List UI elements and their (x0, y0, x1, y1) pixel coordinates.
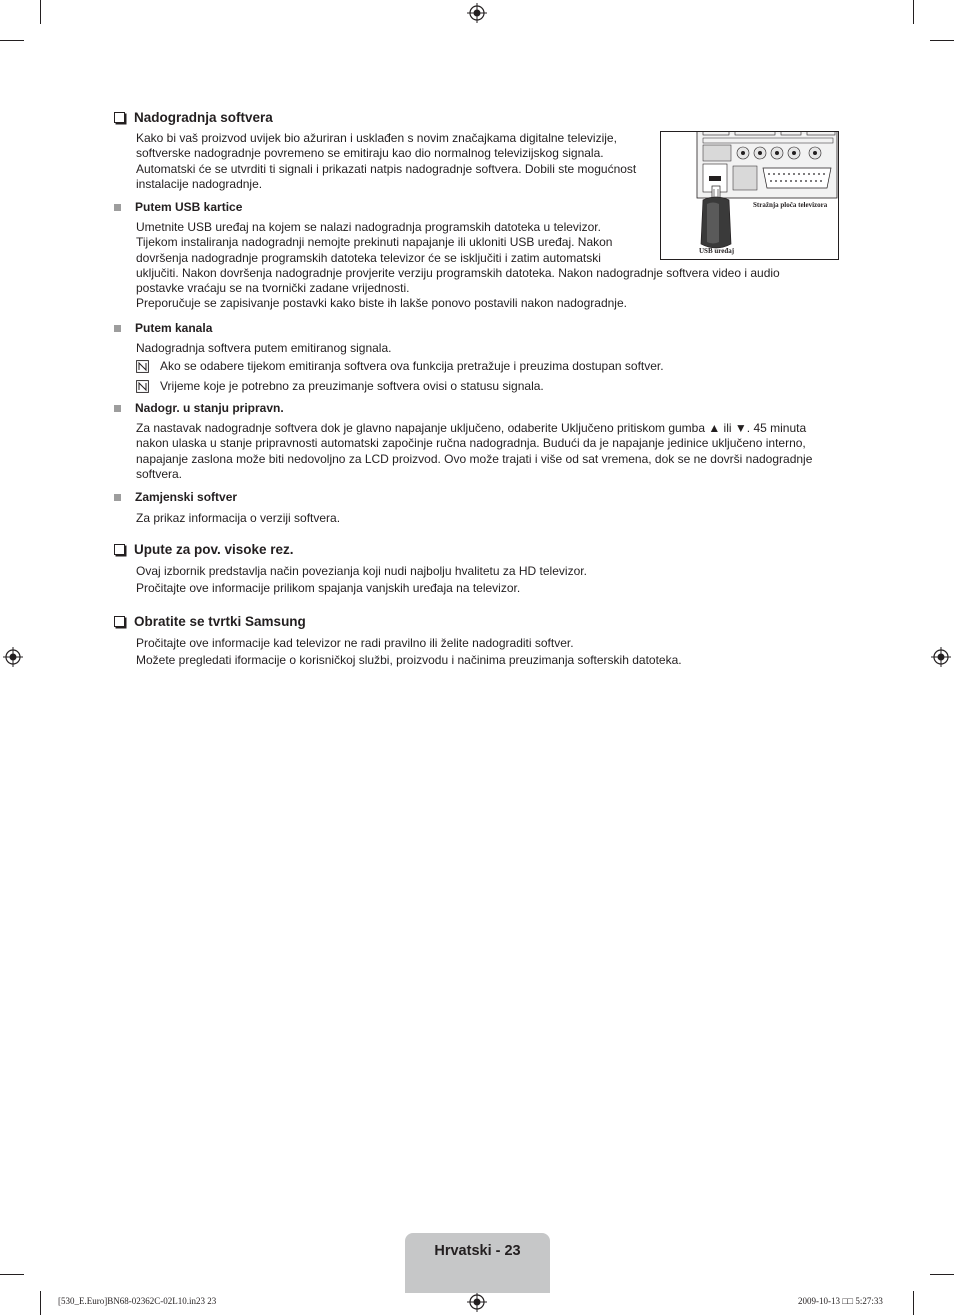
text-line: Kako bi vaš proizvod uvijek bio ažuriran i usklađen s novim značajkama digitalne televizije, (136, 131, 617, 145)
text-line: postavke vraćaju se na tvornički zadane vrijednosti. (136, 281, 410, 296)
intro-paragraph (136, 131, 636, 192)
text-line: Za nastavak nadogradnje softvera dok je glavno napajanje uključeno, odaberite Uključeno pritiskom gumba ▲ ili ▼. 45 minuta (136, 421, 807, 435)
hd-guide-paragraph (136, 564, 587, 597)
usb-paragraph (136, 220, 780, 312)
text-line: nakon ulaska u stanje pripravnosti automatski započinje ručna nadogradnja. Budući da je napajanje jedinice uključeno interno, (136, 436, 806, 451)
checkbox-bullet-icon (114, 544, 125, 555)
channel-paragraph (136, 341, 391, 356)
subsection-title-standby (114, 401, 284, 415)
text-line: Automatski će se utvrditi ti signali i prikazati natpis nadogradnje softvera. Dobili ste mogućnost (136, 161, 637, 176)
crop-mark (930, 40, 954, 41)
note-icon (136, 380, 149, 393)
text-line: softvera. (136, 466, 183, 481)
contact-paragraph (136, 636, 682, 669)
section-title-hd-guide (114, 542, 294, 557)
text-line: Za prikaz informacija o verziji softvera. (136, 511, 341, 525)
text-line: Možete pregledati iformacije o korisničkoj službi, proizvodu i načinima preuzimanja softerskih datoteka. (136, 653, 682, 668)
registration-mark-icon (467, 1292, 487, 1312)
crop-mark (930, 1274, 954, 1275)
text-line: Pročitajte ove informacije kad televizor ne radi pravilno ili želite nadograditi softver. (136, 636, 574, 650)
page-number: Hrvatski - 23 (434, 1243, 521, 1259)
subsection-title-text: Zamjenski softver (135, 490, 238, 504)
page-number-tab (405, 1233, 550, 1293)
standby-paragraph (136, 421, 812, 482)
section-title-text: Nadogradnja softvera (134, 110, 273, 125)
square-bullet-icon (114, 204, 121, 211)
note-text: Ako se odabere tijekom emitiranja softvera ova funkcija pretražuje i preuzima dostupan softver. (160, 359, 664, 373)
alternative-paragraph (136, 511, 340, 526)
text-line: Tijekom instaliranja nadogradnji nemojte prekinuti napajanje ili ukloniti USB uređaj. Nakon (136, 235, 613, 250)
registration-mark-icon (467, 3, 487, 23)
print-slug-left: [530_E.Euro]BN68-02362C-02L10.in23 23 (58, 1296, 217, 1306)
square-bullet-icon (114, 325, 121, 332)
crop-mark (40, 1291, 41, 1315)
note-icon (136, 360, 149, 373)
registration-mark-icon (931, 647, 951, 667)
text-line: Pročitajte ove informacije prilikom spajanja vanjskih uređaja na televizor. (136, 581, 521, 596)
text-line: Preporučuje se zapisivanje postavki kako biste ih lakše ponovo postavili nakon nadogradnje. (136, 296, 627, 311)
rear-panel-caption: Stražnja ploča televizora (753, 201, 828, 209)
crop-mark (40, 0, 41, 24)
text-line: softverske nadogradnje povremeno se emitiraju kao dio normalnog televizijskog signala. (136, 146, 604, 161)
subsection-title-usb (114, 200, 242, 214)
print-slug-right: 2009-10-13 □□ 5:27:33 (798, 1296, 883, 1306)
section-title-text: Upute za pov. visoke rez. (134, 542, 294, 557)
subsection-title-text: Putem kanala (135, 321, 213, 335)
section-title-text: Obratite se tvrtki Samsung (134, 614, 306, 629)
subsection-title-alternative (114, 490, 237, 504)
text-line: napajanje zaslona može biti nedovoljno za LCD proizvod. Ovo može trajati i više od sat vremena, dok se ne dovrši nadogradnje (136, 451, 813, 466)
note-item (136, 359, 664, 373)
crop-mark (913, 0, 914, 24)
square-bullet-icon (114, 405, 121, 412)
subsection-title-text: Putem USB kartice (135, 200, 243, 214)
subsection-title-channel (114, 321, 212, 335)
usb-device-caption: USB uređaj (699, 247, 735, 255)
crop-mark (0, 1274, 24, 1275)
registration-mark-icon (3, 647, 23, 667)
crop-mark (913, 1291, 914, 1315)
text-line: Umetnite USB uređaj na kojem se nalazi nadogradnja programskih datoteka u televizor. (136, 220, 601, 234)
section-title-contact-samsung (114, 614, 306, 629)
text-line: Nadogradnja softvera putem emitiranog signala. (136, 341, 392, 355)
subsection-title-text: Nadogr. u stanju pripravn. (135, 401, 284, 415)
crop-mark (0, 40, 24, 41)
text-line: Ovaj izbornik predstavlja način povezianja koji nudi najbolju hvalitetu za HD televizor. (136, 564, 587, 578)
square-bullet-icon (114, 494, 121, 501)
checkbox-bullet-icon (114, 112, 125, 123)
checkbox-bullet-icon (114, 616, 125, 627)
section-title-software-upgrade (114, 110, 273, 125)
text-line: uključiti. Nakon dovršenja nadogradnje provjerite verziju programskih datoteka. Nakon nadogradnje softvera video i audio (136, 265, 780, 280)
text-line: instalacije nadogradnje. (136, 176, 263, 191)
note-item (136, 379, 544, 393)
note-text: Vrijeme koje je potrebno za preuzimanje softvera ovisi o statusu signala. (160, 379, 544, 393)
text-line: dovršenja nadogradnje programskih datoteka televizor će se isključiti i zatim automatski (136, 250, 601, 265)
